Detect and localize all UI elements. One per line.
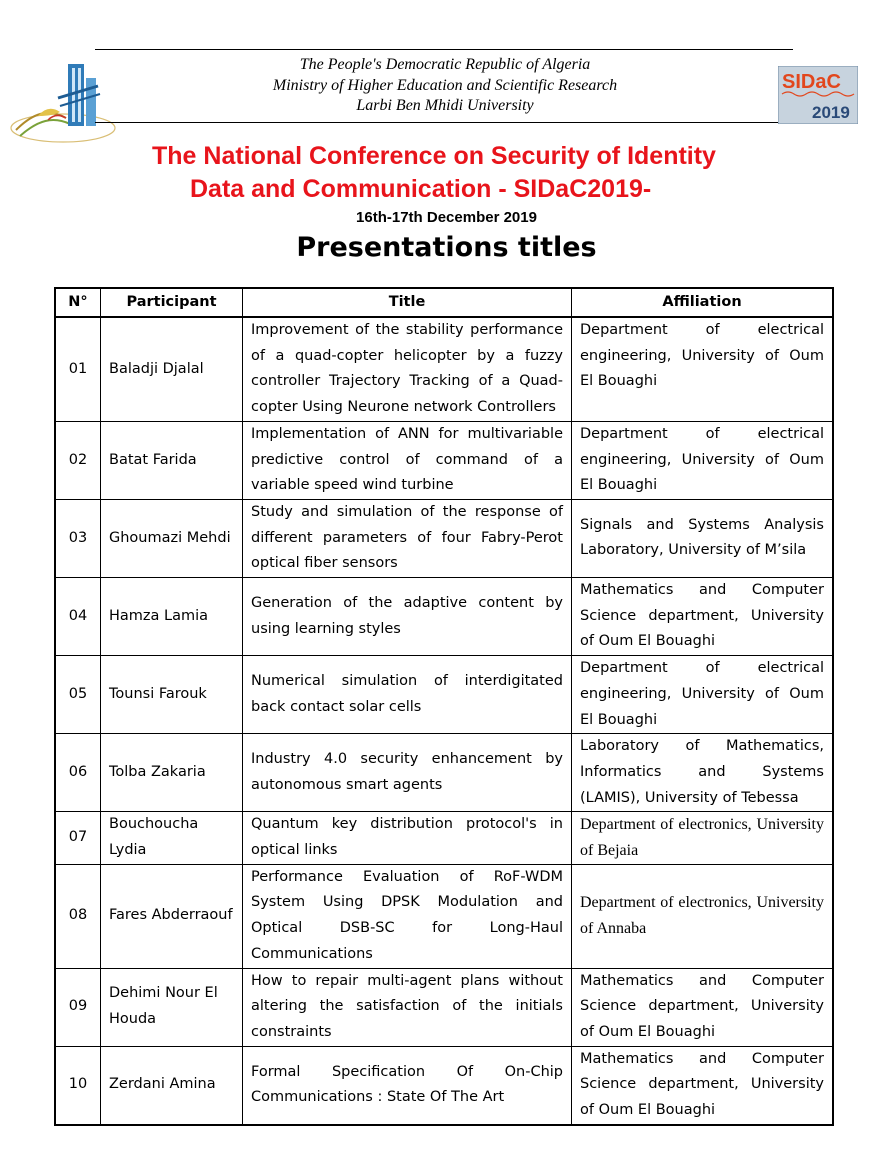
column-header-participant: Participant bbox=[101, 288, 243, 317]
row-affiliation: Mathematics and Computer Science department, University of Oum El Bouaghi bbox=[572, 968, 834, 1046]
row-number: 04 bbox=[55, 578, 101, 656]
row-affiliation: Department of electrical engineering, University of Oum El Bouaghi bbox=[572, 317, 834, 421]
table-row bbox=[55, 1046, 833, 1125]
conference-date: 16th-17th December 2019 bbox=[356, 209, 537, 226]
row-title: Generation of the adaptive content by using learning styles bbox=[243, 578, 572, 656]
row-title: Formal Specification Of On-Chip Communications : State Of The Art bbox=[243, 1046, 572, 1125]
row-affiliation: Department of electronics, University of Bejaia bbox=[572, 812, 834, 864]
row-participant: Hamza Lamia bbox=[101, 578, 243, 656]
row-participant: Tounsi Farouk bbox=[101, 656, 243, 734]
row-title: Implementation of ANN for multivariable predictive control of command of a variable speed wind turbine bbox=[243, 421, 572, 499]
row-affiliation: Department of electrical engineering, University of Oum El Bouaghi bbox=[572, 656, 834, 734]
header-university: Larbi Ben Mhidi University bbox=[356, 97, 534, 114]
row-title: Performance Evaluation of RoF-WDM System Using DPSK Modulation and Optical DSB-SC for Long-Haul Communications bbox=[243, 864, 572, 968]
table-header-row bbox=[55, 288, 833, 317]
row-participant: Ghoumazi Mehdi bbox=[101, 499, 243, 577]
row-number: 09 bbox=[55, 968, 101, 1046]
row-title: Numerical simulation of interdigitated back contact solar cells bbox=[243, 656, 572, 734]
row-number: 07 bbox=[55, 812, 101, 864]
conference-title-line2: Data and Communication - SIDaC2019- bbox=[190, 175, 652, 203]
table-row bbox=[55, 499, 833, 577]
row-number: 03 bbox=[55, 499, 101, 577]
row-affiliation: Mathematics and Computer Science department, University of Oum El Bouaghi bbox=[572, 578, 834, 656]
conference-title-line1: The National Conference on Security of Identity bbox=[152, 142, 716, 170]
row-participant: Zerdani Amina bbox=[101, 1046, 243, 1125]
table-row bbox=[55, 864, 833, 968]
sidac-logo-year: 2019 bbox=[812, 103, 850, 122]
row-title: How to repair multi-agent plans without altering the satisfaction of the initials constraints bbox=[243, 968, 572, 1046]
row-number: 06 bbox=[55, 734, 101, 812]
table-row bbox=[55, 317, 833, 421]
row-number: 08 bbox=[55, 864, 101, 968]
row-participant: Bouchoucha Lydia bbox=[101, 812, 243, 864]
row-participant: Batat Farida bbox=[101, 421, 243, 499]
column-header-affiliation: Affiliation bbox=[572, 288, 834, 317]
table-row bbox=[55, 421, 833, 499]
row-number: 10 bbox=[55, 1046, 101, 1125]
page-title: Presentations titles bbox=[296, 232, 597, 263]
header-country: The People's Democratic Republic of Algeria bbox=[299, 56, 591, 73]
table-row bbox=[55, 734, 833, 812]
row-title: Industry 4.0 security enhancement by autonomous smart agents bbox=[243, 734, 572, 812]
column-header-title: Title bbox=[243, 288, 572, 317]
row-affiliation: Laboratory of Mathematics, Informatics and Systems (LAMIS), University of Tebessa bbox=[572, 734, 834, 812]
table-row bbox=[55, 812, 833, 864]
institution-header bbox=[160, 55, 730, 117]
sidac-logo-text: SIDaC bbox=[782, 71, 841, 93]
row-participant: Dehimi Nour El Houda bbox=[101, 968, 243, 1046]
row-affiliation: Mathematics and Computer Science department, University of Oum El Bouaghi bbox=[572, 1046, 834, 1125]
row-title: Quantum key distribution protocol's in optical links bbox=[243, 812, 572, 864]
row-participant: Tolba Zakaria bbox=[101, 734, 243, 812]
row-title: Improvement of the stability performance of a quad-copter helicopter by a fuzzy controller Trajectory Tracking of a Quad-copter Using Neurone network Controllers bbox=[243, 317, 572, 421]
row-title: Study and simulation of the response of different parameters of four Fabry-Perot optical fiber sensors bbox=[243, 499, 572, 577]
header-top-rule bbox=[95, 49, 793, 50]
table-row bbox=[55, 968, 833, 1046]
row-participant: Fares Abderraouf bbox=[101, 864, 243, 968]
row-affiliation: Signals and Systems Analysis Laboratory, University of M’sila bbox=[572, 499, 834, 577]
header-bottom-rule bbox=[95, 122, 793, 123]
university-logo bbox=[8, 58, 123, 150]
row-affiliation: Department of electronics, University of Annaba bbox=[572, 864, 834, 968]
row-affiliation: Department of electrical engineering, University of Oum El Bouaghi bbox=[572, 421, 834, 499]
header-ministry: Ministry of Higher Education and Scientific Research bbox=[272, 76, 618, 94]
row-number: 05 bbox=[55, 656, 101, 734]
table-row bbox=[55, 578, 833, 656]
row-participant: Baladji Djalal bbox=[101, 317, 243, 421]
row-number: 01 bbox=[55, 317, 101, 421]
column-header-number: N° bbox=[55, 288, 101, 317]
table-row bbox=[55, 656, 833, 734]
presentations-table bbox=[54, 287, 834, 1126]
row-number: 02 bbox=[55, 421, 101, 499]
sidac-logo bbox=[778, 66, 858, 124]
